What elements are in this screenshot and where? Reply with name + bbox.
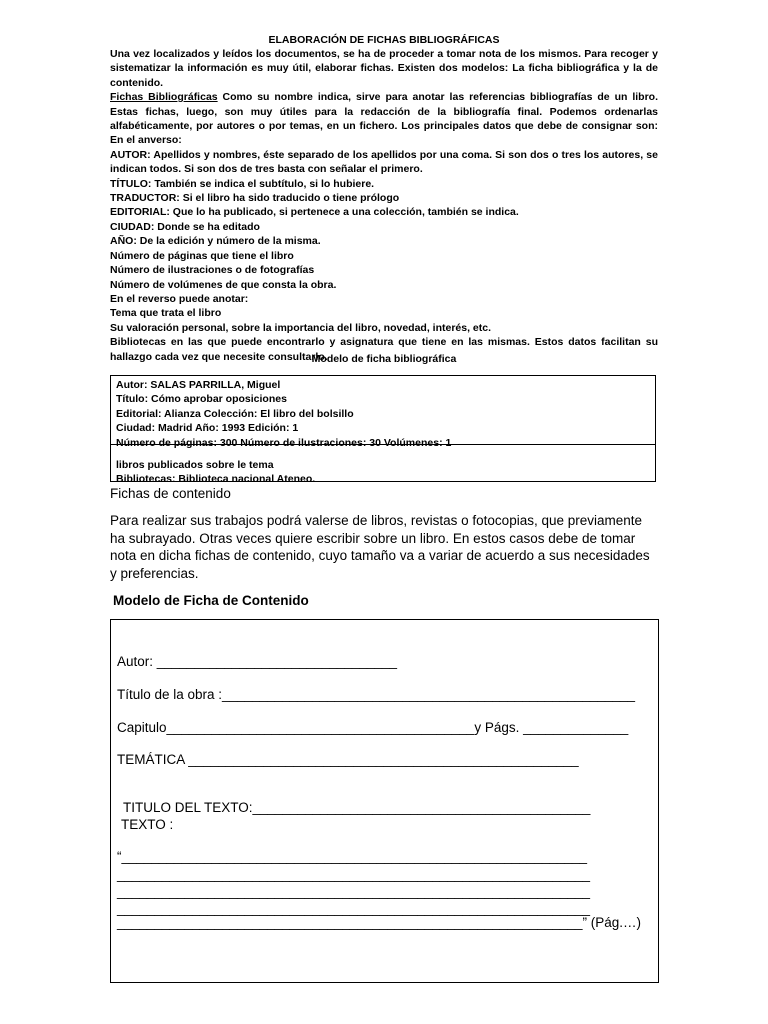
biblio-line: Número de páginas: 300 Número de ilustraciones: 30 Volúmenes: 1	[116, 436, 452, 449]
fichas-definition	[110, 90, 658, 148]
list-item: AÑO: De la edición y número de la misma.	[110, 235, 321, 248]
biblio-line: Título: Cómo aprobar oposiciones	[116, 393, 287, 406]
biblio-line: Editorial: Alianza Colección: El libro del bolsillo	[116, 407, 354, 420]
list-item: Número de volúmenes de que consta la obra.	[110, 278, 337, 291]
write-line: ______________________________________________________________” (Pág.…)	[117, 915, 642, 930]
write-line: _______________________________________________________________	[117, 901, 591, 916]
list-item: CIUDAD: Donde se ha editado	[110, 220, 260, 233]
fichas-text: Como su nombre indica, sirve para anotar las referencias bibliografías de un libro. Estas fichas, luego, son muy útiles para la redacción de la bibliografía final. Podemos ordenarlas alfabéticamente, por autores o por temas, en un fichero. Los principales datos que debe de consignar son: En el anverso:	[110, 91, 658, 147]
closing-paragraph: Bibliotecas en las que puede encontrarlo y asignatura que tiene en las mismas. Estos datos facilitan su hallazgo cada vez que necesite consultarlo.	[110, 336, 658, 363]
list-item: TÍTULO: También se indica el subtítulo, si lo hubiere.	[110, 177, 375, 190]
biblio-line: Ciudad: Madrid Año: 1993 Edición: 1	[116, 422, 299, 435]
biblio-divider	[111, 444, 655, 445]
list-item: TRADUCTOR: Si el libro ha sido traducido o tiene prólogo	[110, 192, 400, 205]
fichas-label: Fichas Bibliográficas	[110, 91, 218, 104]
autor-field: Autor: ________________________________	[117, 654, 398, 669]
tematica-field: TEMÁTICA ____________________________________________________	[117, 752, 579, 767]
fichas-contenido-paragraph: Para realizar sus trabajos podrá valerse de libros, revistas o fotocopias, que previamente ha subrayado. Otras veces quiere escribir sobre un libro. En estos casos debe de tomar nota en dicha fichas de contenido, cuyo tamaño va a variar de acuerdo a sus necesidades y preferencias.	[110, 513, 650, 581]
titulo-obra-field: Título de la obra :_______________________________________________________	[117, 687, 636, 702]
biblio-line: libros publicados sobre le tema	[116, 459, 274, 471]
capitulo-field: Capitulo_________________________________________y Págs. ______________	[117, 720, 629, 735]
texto-label: TEXTO :	[121, 817, 174, 832]
write-line: _______________________________________________________________	[117, 867, 591, 882]
list-item: Número de páginas que tiene el libro	[110, 249, 294, 262]
list-item: Tema que trata el libro	[110, 307, 222, 320]
autor-item: AUTOR: Apellidos y nombres, éste separado de los apellidos por una coma. Si son dos o tres los autores, se indican todos. Si son dos de tres basta con señalar el primero.	[110, 148, 658, 176]
intro-paragraph: Una vez localizados y leídos los documentos, se ha de proceder a tomar nota de los mismos. Para recoger y sistematizar la información es muy útil, elaborar fichas. Existen dos modelos: La ficha bibliográfica y la de contenido.	[110, 48, 658, 89]
page-title: ELABORACIÓN DE FICHAS BIBLIOGRÁFICAS	[268, 34, 500, 46]
titulo-texto-field: TITULO DEL TEXTO:_____________________________________________	[123, 800, 591, 815]
list-item: Número de ilustraciones o de fotografías	[110, 264, 315, 277]
list-item: EDITORIAL: Que lo ha publicado, si pertenece a una colección, también se indica.	[110, 206, 519, 219]
contenido-model-title: Modelo de Ficha de Contenido	[113, 593, 309, 608]
biblio-card-front	[116, 378, 650, 450]
content-card	[110, 619, 659, 983]
biblio-line: Autor: SALAS PARRILLA, Miguel	[116, 379, 281, 391]
biblio-card-back	[116, 458, 650, 487]
write-line: _______________________________________________________________	[117, 884, 591, 899]
list-item: Su valoración personal, sobre la importancia del libro, novedad, interés, etc.	[110, 321, 492, 334]
biblio-line: Bibliotecas: Biblioteca nacional Ateneo.	[116, 473, 316, 486]
biblio-card	[110, 375, 656, 486]
biblio-model-title: Modelo de ficha bibliográfica	[311, 353, 457, 365]
write-line: “______________________________________________________________	[117, 849, 587, 864]
fichas-contenido-heading: Fichas de contenido	[110, 486, 231, 501]
intro-section	[110, 47, 658, 364]
list-item: En el reverso puede anotar:	[110, 292, 249, 305]
